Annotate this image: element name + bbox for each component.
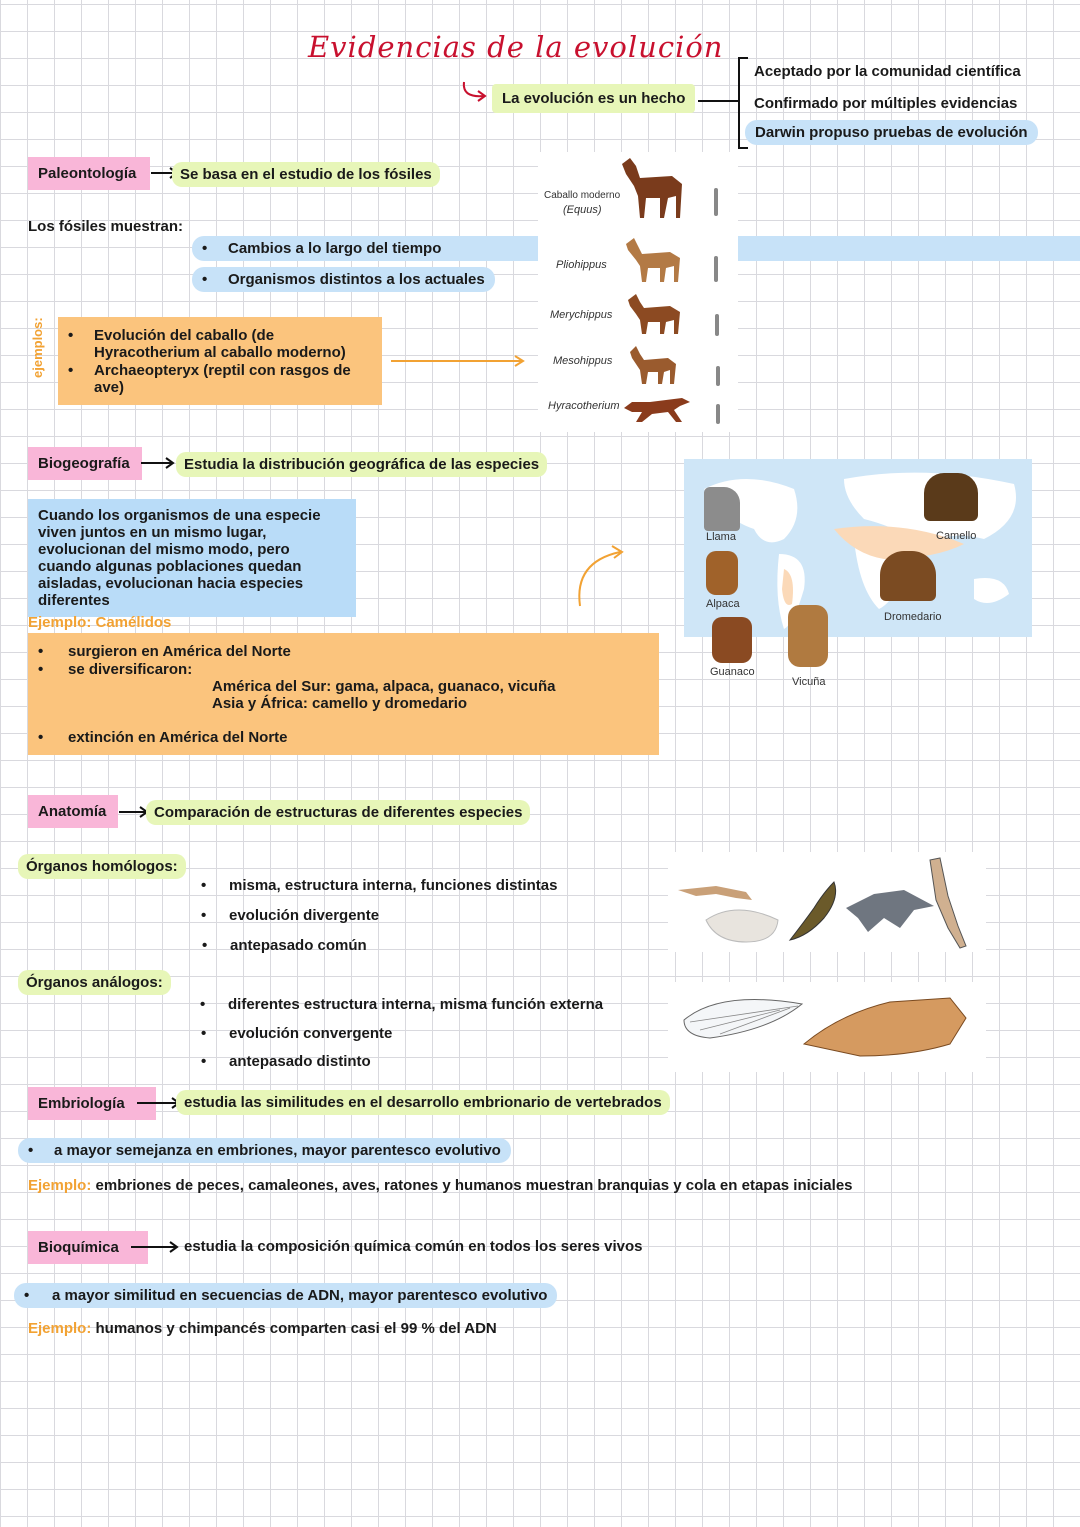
camel-icon: [924, 473, 978, 521]
example-item: • Archaeopteryx (reptil con rasgos de ave): [68, 362, 351, 396]
bioquimica-def: estudia la composición química común en todos los seres vivos: [184, 1238, 643, 1255]
fossil-bullet-text: Organismos distintos a los actuales: [228, 271, 485, 288]
horse-caption: (Equus): [563, 204, 602, 216]
analogous-wings-image: [668, 982, 986, 1072]
vicuna-icon: [788, 605, 828, 667]
map-label: Alpaca: [706, 598, 740, 610]
example-text: humanos y chimpancés comparten casi el 99 % del ADN: [95, 1320, 497, 1337]
analogos-text: antepasado distinto: [229, 1053, 371, 1070]
camelid-world-map: [684, 459, 1032, 637]
paleontologia-def: Se basa en el estudio de los fósiles: [172, 162, 440, 187]
camelid-bullet-text: extinción en América del Norte: [68, 729, 288, 746]
example-text: embriones de peces, camaleones, aves, ratones y humanos muestran branquias y cola en etapas iniciales: [95, 1177, 853, 1194]
example-tag: Ejemplo:: [28, 1320, 92, 1337]
intro-point: Confirmado por múltiples evidencias: [754, 95, 1018, 112]
map-label: Camello: [936, 530, 977, 542]
alpaca-icon: [706, 551, 738, 595]
bird-wing-icon: [676, 880, 780, 944]
guanaco-icon: [712, 617, 752, 663]
section-label-anatomia: Anatomía: [28, 795, 118, 828]
horse-caption: Pliohippus: [556, 259, 607, 271]
horse-caption: Hyracotherium: [548, 400, 620, 412]
example-tag: Ejemplo:: [28, 1177, 92, 1194]
example-text: Evolución del caballo (de Hyracotherium al caballo moderno): [94, 327, 346, 361]
homologos-item: • misma, estructura interna, funciones distintas: [201, 877, 558, 894]
horse-caption: Caballo moderno: [544, 190, 621, 201]
analogos-item: • diferentes estructura interna, misma función externa: [200, 996, 604, 1013]
arrow-right-icon: [140, 456, 176, 470]
page-title: Evidencias de la evolución: [308, 30, 724, 64]
homologos-item: • evolución divergente: [201, 907, 380, 924]
human-arm-icon: [922, 856, 970, 950]
example-text: Archaeopteryx (reptil con rasgos de ave): [94, 362, 351, 396]
arrow-right-icon: [390, 354, 526, 368]
camelid-bullet: • se diversificaron:: [38, 661, 193, 678]
anatomia-def: Comparación de estructuras de diferentes especies: [146, 800, 530, 825]
analogos-text: diferentes estructura interna, misma función externa: [228, 996, 604, 1013]
analogos-text: evolución convergente: [229, 1025, 393, 1042]
camelidos-box: [28, 633, 659, 755]
embriologia-example: [28, 1177, 853, 1194]
analogos-item: • antepasado distinto: [201, 1053, 371, 1070]
fossil-bullet: [192, 267, 495, 292]
fossils-show-label: Los fósiles muestran:: [28, 218, 184, 235]
connector-line: [698, 100, 738, 102]
homologos-heading: Órganos homólogos:: [18, 854, 186, 879]
horse-icon: [624, 292, 686, 336]
curved-arrow-icon: [570, 542, 630, 608]
camelid-bullet: • extinción en América del Norte: [38, 729, 288, 746]
hoof-bone-icon: [715, 314, 719, 336]
horse-caption: Mesohippus: [553, 355, 613, 367]
curved-arrow-icon: [458, 80, 490, 104]
map-label: Guanaco: [710, 666, 755, 678]
hoof-bone-icon: [716, 366, 720, 386]
bioquimica-example: [28, 1320, 497, 1337]
bat-wing-icon: [800, 994, 970, 1058]
examples-box: [58, 317, 382, 405]
bullet-dot: •: [202, 240, 208, 257]
dromedary-icon: [880, 551, 936, 601]
map-label: Llama: [706, 531, 736, 543]
bioquimica-bullet-text: a mayor similitud en secuencias de ADN, mayor parentesco evolutivo: [52, 1287, 548, 1304]
lizard-limb-icon: [784, 878, 844, 944]
evolution-fact: La evolución es un hecho: [492, 84, 695, 113]
hoof-bone-icon: [716, 404, 720, 424]
embriologia-def: estudia las similitudes en el desarrollo embrionario de vertebrados: [176, 1090, 670, 1115]
horse-icon: [626, 344, 682, 386]
hoof-bone-icon: [714, 256, 718, 282]
examples-tag: ejemplos:: [30, 317, 45, 378]
section-label-paleontologia: Paleontología: [28, 157, 150, 190]
section-label-embriologia: Embriología: [28, 1087, 156, 1120]
section-label-biogeografia: Biogeografía: [28, 447, 142, 480]
example-item: • Evolución del caballo (de Hyracotherium al caballo moderno): [68, 327, 346, 361]
world-map-icon: [684, 459, 1032, 637]
insect-wing-icon: [680, 990, 804, 1040]
camelidos-example: Ejemplo: Camélidos: [28, 614, 172, 631]
camelid-sub: Asia y África: camello y dromedario: [212, 695, 468, 712]
analogos-item: • evolución convergente: [201, 1025, 393, 1042]
bullet-dot: •: [202, 271, 208, 288]
camelid-bullet-text: surgieron en América del Norte: [68, 643, 291, 660]
intro-point: Aceptado por la comunidad científica: [754, 63, 1021, 80]
map-label: Dromedario: [884, 611, 942, 623]
camelid-bullet-text: se diversificaron:: [68, 661, 193, 678]
horse-icon: [622, 394, 692, 424]
horse-icon: [618, 156, 688, 220]
camelid-bullet: • surgieron en América del Norte: [38, 643, 291, 660]
fossil-bullet-text: Cambios a lo largo del tiempo: [228, 240, 442, 257]
biogeografia-def: Estudia la distribución geográfica de las especies: [176, 452, 547, 477]
horse-evolution-image: [538, 152, 738, 432]
homologous-limbs-image: [668, 852, 986, 952]
hoof-bone-icon: [714, 188, 718, 216]
homologos-text: misma, estructura interna, funciones distintas: [229, 877, 558, 894]
isolation-box: Cuando los organismos de una especie viven juntos en un mismo lugar, evolucionan del mismo modo, pero cuando algunas poblaciones quedan aisladas, evolucionan hacia especies diferentes: [28, 499, 356, 617]
analogos-heading: Órganos análogos:: [18, 970, 171, 995]
horse-icon: [622, 236, 686, 284]
homologos-item: • antepasado común: [202, 937, 367, 954]
map-label: Vicuña: [792, 676, 826, 688]
bioquimica-bullet: • a mayor similitud en secuencias de ADN, mayor parentesco evolutivo: [14, 1283, 557, 1308]
camelid-sub: América del Sur: gama, alpaca, guanaco, vicuña: [212, 678, 556, 695]
horse-caption: Merychippus: [550, 309, 613, 321]
homologos-text: evolución divergente: [229, 907, 380, 924]
arrow-right-icon: [130, 1240, 180, 1254]
intro-point: Darwin propuso pruebas de evolución: [745, 120, 1038, 145]
homologos-text: antepasado común: [230, 937, 367, 954]
embriologia-bullet-text: a mayor semejanza en embriones, mayor parentesco evolutivo: [54, 1142, 501, 1159]
section-label-bioquimica: Bioquímica: [28, 1231, 148, 1264]
embriologia-bullet: • a mayor semejanza en embriones, mayor parentesco evolutivo: [18, 1138, 511, 1163]
llama-icon: [704, 487, 740, 531]
